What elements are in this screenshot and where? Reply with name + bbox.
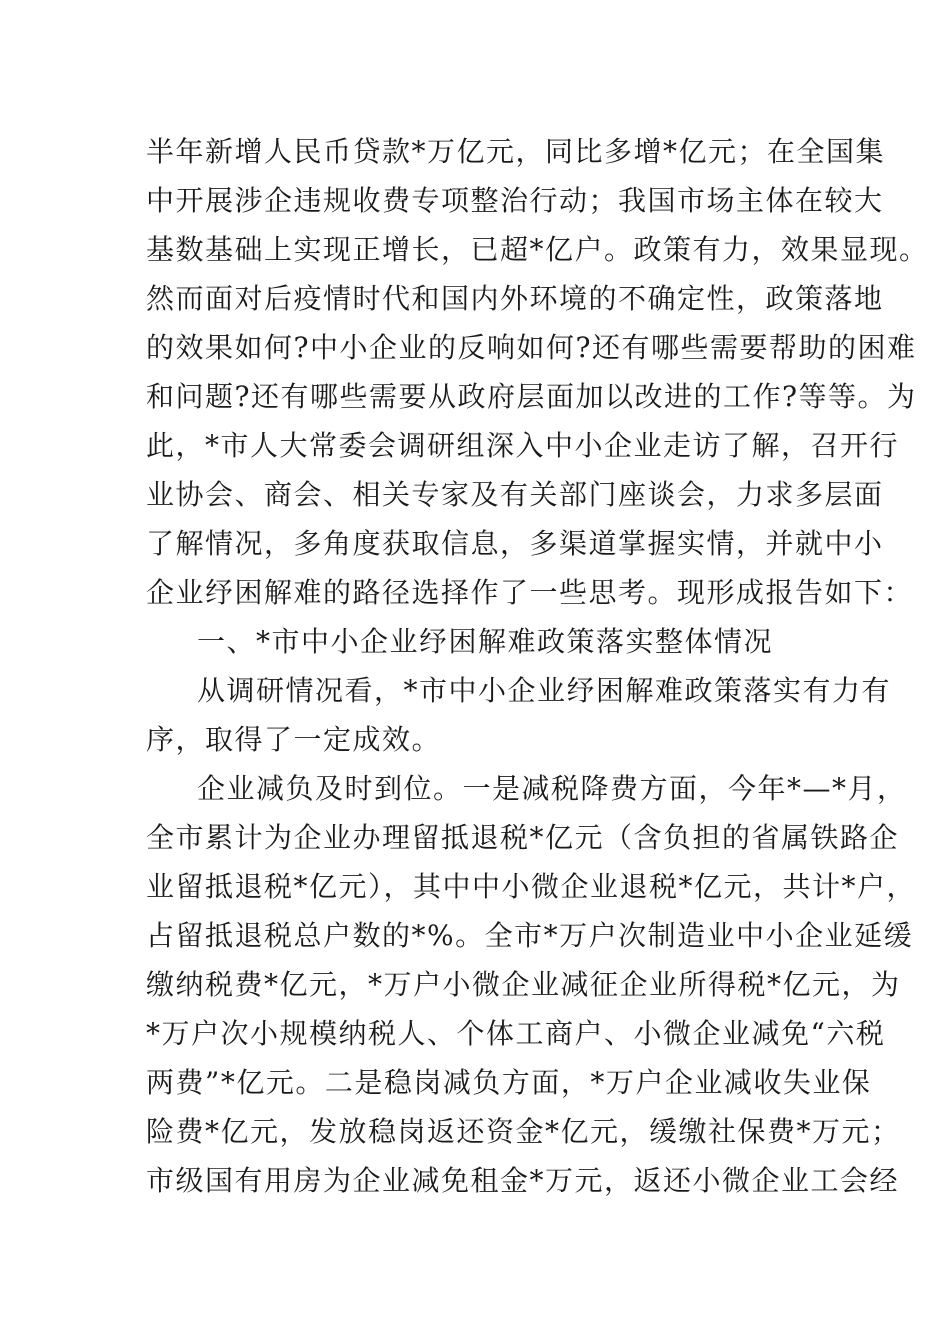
- text-line: 基数基础上实现正增长，已超*亿户。政策有力，效果显现。: [146, 233, 929, 266]
- text-line: 两费”*亿元。二是稳岗减负方面，*万户企业减收失业保: [146, 1066, 872, 1099]
- text-line: 业协会、商会、相关专家及有关部门座谈会，力求多层面: [146, 478, 884, 511]
- section-heading: 一、*市中小企业纾困解难政策落实整体情况: [197, 625, 774, 658]
- text-line: 此，*市人大常委会调研组深入中小企业走访了解，召开行: [146, 429, 900, 462]
- text-line: 业留抵退税*亿元），其中中小微企业退税*亿元，共计*户，: [146, 870, 917, 903]
- text-line: 企业纾困解难的路径选择作了一些思考。现形成报告如下：: [146, 576, 914, 609]
- text-line: 市级国有用房为企业减免租金*万元，返还小微企业工会经: [146, 1164, 900, 1197]
- text-line: 缴纳税费*亿元，*万户小微企业减征企业所得税*亿元，为: [146, 968, 901, 1001]
- text-line: 占留抵退税总户数的*%。全市*万户次制造业中小企业延缓: [146, 919, 914, 952]
- text-line: 序，取得了一定成效。: [146, 723, 442, 756]
- text-line: 和问题?还有哪些需要从政府层面加以改进的工作?等等。为: [146, 380, 917, 413]
- text-line: 从调研情况看，*市中小企业纾困解难政策落实有力有: [197, 674, 892, 707]
- text-line: *万户次小规模纳税人、个体工商户、小微企业减免“六税: [146, 1017, 886, 1050]
- text-line: 的效果如何?中小企业的反响如何?还有哪些需要帮助的困难: [146, 331, 917, 364]
- text-line: 险费*亿元，发放稳岗返还资金*亿元，缓缴社保费*万元；: [146, 1115, 901, 1148]
- text-line: 半年新增人民币贷款*万亿元，同比多增*亿元；在全国集: [146, 135, 886, 168]
- text-line: 企业减负及时到位。一是减税降费方面，今年*—*月，: [197, 772, 907, 805]
- text-line: 中开展涉企违规收费专项整治行动；我国市场主体在较大: [146, 184, 884, 217]
- text-line: 全市累计为企业办理留抵退税*亿元（含负担的省属铁路企: [146, 821, 900, 854]
- text-line: 然而面对后疫情时代和国内外环境的不确定性，政策落地: [146, 282, 884, 315]
- text-line: 了解情况，多角度获取信息，多渠道掌握实情，并就中小: [146, 527, 884, 560]
